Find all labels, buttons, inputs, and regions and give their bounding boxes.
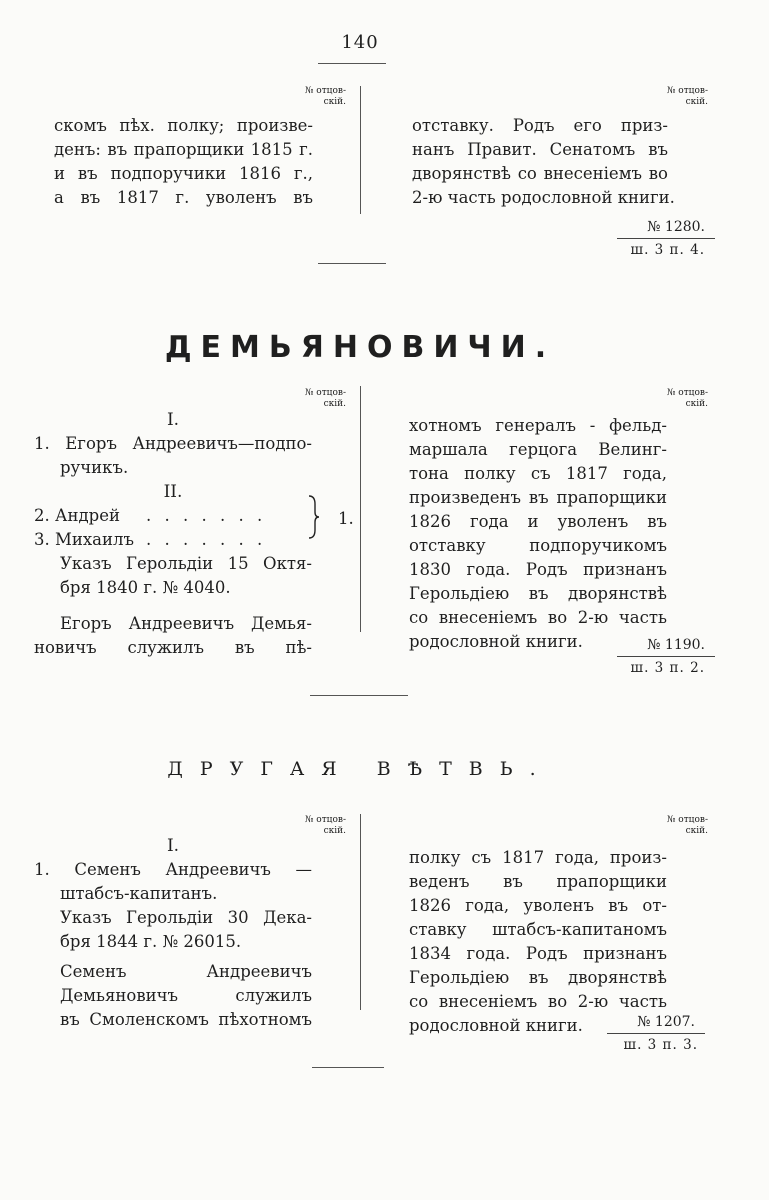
section-separator <box>318 263 386 264</box>
column-mark-left: № отцов- скій. <box>304 86 346 107</box>
text-line: родословной книги. <box>409 632 583 651</box>
text-line: а въ 1817 г. уволенъ въ <box>54 188 313 207</box>
text-line: маршала герцога Велинг- <box>409 440 667 459</box>
bio-line: Демьяновичъ служилъ <box>60 986 312 1005</box>
decree-line: Указъ Герольдіи 30 Дека- <box>60 908 312 927</box>
section3-left-text <box>34 834 312 1032</box>
person-entry: 3. Михаилъ . . . . . . . <box>34 530 267 549</box>
text-line: отставку подпоручикомъ <box>409 536 667 555</box>
text-line: родословной книги. <box>409 1016 583 1035</box>
column-mark-left: № отцов- скій. <box>304 815 346 836</box>
text-line: нанъ Правит. Сенатомъ въ <box>412 140 668 159</box>
section3-right-text <box>409 846 667 1038</box>
column-mark-left: № отцов- скій. <box>304 388 346 409</box>
text-line: ставку штабсъ-капитаномъ <box>409 920 667 939</box>
bio-line: Егоръ Андреевичъ Демья- <box>60 614 312 633</box>
section-separator <box>310 695 408 696</box>
bio-line: Семенъ Андреевичъ <box>60 962 312 981</box>
record-number: № 1190. <box>647 637 705 653</box>
section1-right-text <box>412 114 675 210</box>
text-line: Герольдіею въ дворянствѣ <box>409 584 667 603</box>
sheet-reference: ш. 3 п. 2. <box>630 660 705 676</box>
person-entry: 2. Андрей . . . . . . . <box>34 506 267 525</box>
section1-left-text <box>54 114 313 210</box>
bio-line: въ Смоленскомъ пѣхотномъ <box>60 1010 312 1029</box>
record-rule <box>607 1033 705 1034</box>
text-line: 1826 года, уволенъ въ от- <box>409 896 667 915</box>
text-line: 1830 года. Родъ признанъ <box>409 560 667 579</box>
text-line: со внесеніемъ во 2-ю часть <box>409 992 667 1011</box>
sheet-reference: ш. 3 п. 3. <box>623 1037 698 1053</box>
text-line: отставку. Родъ его приз- <box>412 116 668 135</box>
decree-line: бря 1840 г. № 4040. <box>60 578 231 597</box>
father-reference: 1. <box>338 509 354 528</box>
text-line: полку съ 1817 года, произ- <box>409 848 667 867</box>
text-line: 1826 года и уволенъ въ <box>409 512 667 531</box>
record-number: № 1207. <box>637 1014 695 1030</box>
bio-line: новичъ служилъ въ пѣ- <box>34 638 312 657</box>
text-line: хотномъ генералъ - фельд- <box>409 416 667 435</box>
text-line: произведенъ въ прапорщики <box>409 488 667 507</box>
page-number: 140 <box>341 32 379 53</box>
decree-line: бря 1844 г. № 26015. <box>60 932 242 951</box>
record-number: № 1280. <box>647 219 705 235</box>
family-title: ДЕМЬЯНОВИЧИ. <box>164 330 556 365</box>
person-entry-cont: ручикъ. <box>60 458 129 477</box>
person-entry: 1. Семенъ Андреевичъ — <box>34 860 312 879</box>
column-mark-right: № отцов- скій. <box>666 388 708 409</box>
person-entry-cont: штабсъ-капитанъ. <box>60 884 218 903</box>
column-divider <box>360 386 361 632</box>
generation-numeral: I. <box>166 836 180 856</box>
text-line: Герольдіею въ дворянствѣ <box>409 968 667 987</box>
generation-numeral: II. <box>163 482 183 502</box>
text-line: со внесеніемъ во 2-ю часть <box>409 608 667 627</box>
section-separator <box>312 1067 384 1068</box>
text-line: дворянствѣ со внесеніемъ во <box>412 164 668 183</box>
decree-line: Указъ Герольдіи 15 Октя- <box>60 554 312 573</box>
sheet-reference: ш. 3 п. 4. <box>630 242 705 258</box>
record-rule <box>617 238 715 239</box>
text-line: и въ подпоручики 1816 г., <box>54 164 313 183</box>
text-line: 1834 года. Родъ признанъ <box>409 944 667 963</box>
column-divider <box>360 86 361 214</box>
branch-title: ДРУГАЯ ВѢТВЬ. <box>167 758 553 780</box>
brace-icon <box>306 494 322 540</box>
text-line: тона полку съ 1817 года, <box>409 464 667 483</box>
generation-numeral: I. <box>166 410 180 430</box>
section2-right-text <box>409 414 667 654</box>
column-mark-right: № отцов- скій. <box>666 815 708 836</box>
page-number-rule <box>318 63 386 64</box>
text-line: 2-ю часть родословной книги. <box>412 188 675 207</box>
person-entry: 1. Егоръ Андреевичъ—подпо- <box>34 434 312 453</box>
column-divider <box>360 814 361 1010</box>
text-line: денъ: въ прапорщики 1815 г. <box>54 140 313 159</box>
text-line: веденъ въ прапорщики <box>409 872 667 891</box>
record-rule <box>617 656 715 657</box>
text-line: скомъ пѣх. полку; произве- <box>54 116 313 135</box>
section2-left-text <box>34 408 312 660</box>
column-mark-right: № отцов- скій. <box>666 86 708 107</box>
